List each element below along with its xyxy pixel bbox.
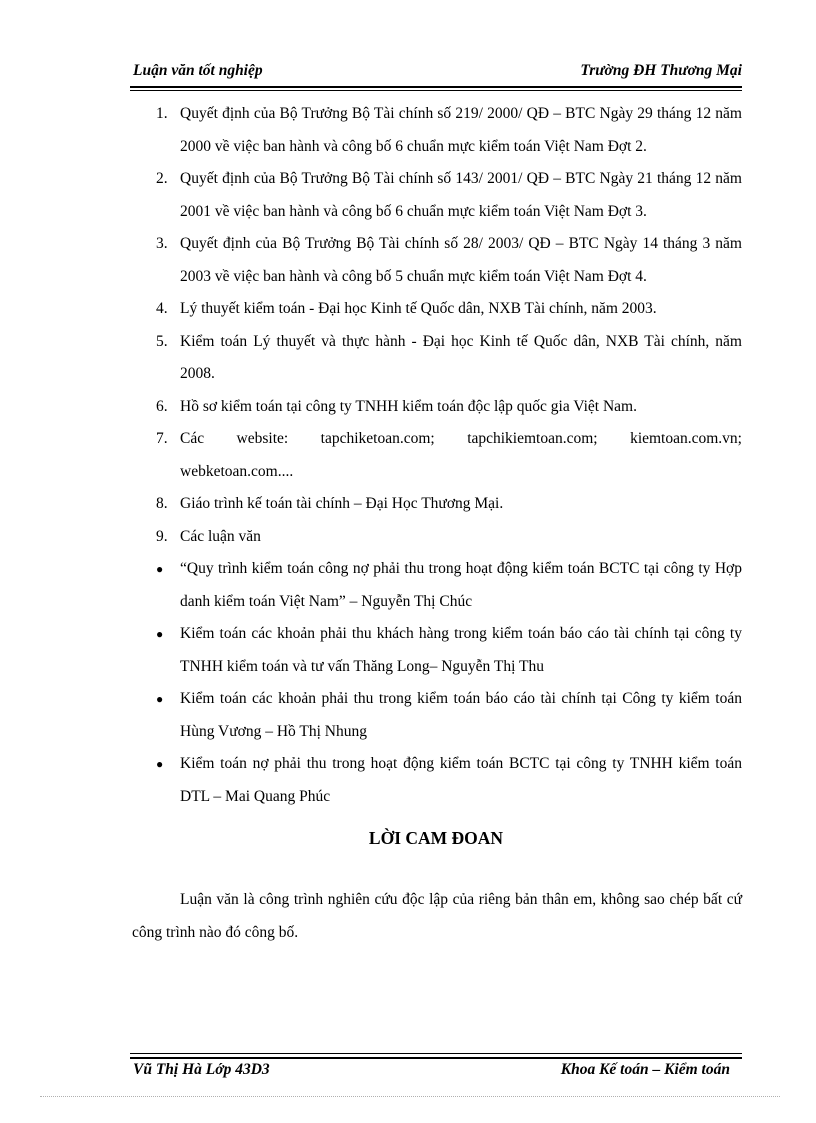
thesis-item: [130, 553, 742, 618]
reference-text: Quyết định của Bộ Trưởng Bộ Tài chính số 28/ 2003/ QĐ – BTC Ngày 14 tháng 3 năm 2003 về việc ban hành và công bố 5 chuẩn mực kiểm toán Việt Nam Đợt 4.: [180, 235, 742, 285]
reference-text: Giáo trình kế toán tài chính – Đại Học Thương Mại.: [180, 495, 504, 512]
thesis-text: Kiểm toán các khoản phải thu trong kiểm toán báo cáo tài chính tại Công ty kiểm toán Hùng Vương – Hồ Thị Nhung: [180, 690, 742, 740]
declaration-paragraph: Luận văn là công trình nghiên cứu độc lập của riêng bản thân em, không sao chép bất cứ công trình nào đó công bố.: [132, 891, 742, 941]
page-content: [130, 98, 742, 949]
reference-item: [130, 488, 742, 521]
reference-item: [130, 521, 742, 554]
reference-item: [130, 163, 742, 228]
reference-text: Các website: tapchiketoan.com; tapchikiemtoan.com; kiemtoan.com.vn; webketoan.com....: [180, 430, 742, 480]
header-left-text: Luận văn tốt nghiệp: [133, 62, 263, 79]
footer-rule: [130, 1057, 742, 1059]
reference-text: Lý thuyết kiểm toán - Đại học Kinh tế Quốc dân, NXB Tài chính, năm 2003.: [180, 300, 657, 317]
reference-number: 7.: [156, 430, 168, 447]
thesis-item: [130, 683, 742, 748]
reference-text: Hồ sơ kiểm toán tại công ty TNHH kiểm toán độc lập quốc gia Việt Nam.: [180, 397, 637, 415]
footer-left-text: Vũ Thị Hà Lớp 43D3: [133, 1061, 270, 1078]
thesis-text: “Quy trình kiểm toán công nợ phải thu trong hoạt động kiểm toán BCTC tại công ty Hợp danh kiểm toán Việt Nam” – Nguyễn Thị Chúc: [180, 560, 742, 610]
reference-number: 3.: [156, 235, 168, 252]
thesis-item: [130, 748, 742, 813]
reference-number: 2.: [156, 170, 168, 187]
thesis-text: Kiểm toán các khoản phải thu khách hàng trong kiểm toán báo cáo tài chính tại công ty TNHH kiểm toán và tư vấn Thăng Long– Nguyễn Thị Thu: [180, 625, 742, 675]
bullet-icon: ●: [156, 627, 164, 641]
reference-number: 4.: [156, 300, 168, 317]
thesis-text: Kiểm toán nợ phải thu trong hoạt động kiểm toán BCTC tại công ty TNHH kiểm toán DTL – Mai Quang Phúc: [180, 755, 742, 805]
reference-list: [130, 98, 742, 553]
reference-item: [130, 98, 742, 163]
reference-text: Kiểm toán Lý thuyết và thực hành - Đại học Kinh tế Quốc dân, NXB Tài chính, năm 2008.: [180, 332, 742, 382]
page-edge-dots: [40, 1096, 780, 1097]
footer-right-text: Khoa Kế toán – Kiểm toán: [560, 1061, 730, 1078]
reference-text: Quyết định của Bộ Trưởng Bộ Tài chính số 143/ 2001/ QĐ – BTC Ngày 21 tháng 12 năm 2001 về việc ban hành và công bố 6 chuẩn mực kiểm toán Việt Nam Đợt 3.: [180, 170, 742, 220]
header-rule-thin: [130, 90, 742, 91]
bullet-icon: ●: [156, 692, 164, 706]
reference-number: 8.: [156, 495, 168, 512]
reference-item: [130, 326, 742, 391]
thesis-list: [130, 553, 742, 813]
thesis-item: [130, 618, 742, 683]
page-footer: [130, 1061, 742, 1083]
bullet-icon: ●: [156, 757, 164, 771]
footer-rule-thin: [130, 1053, 742, 1054]
header-rule: [130, 86, 742, 88]
reference-text: Các luận văn: [180, 527, 261, 545]
reference-number: 1.: [156, 105, 168, 122]
reference-item: [130, 391, 742, 424]
section-title: LỜI CAM ĐOAN: [368, 828, 504, 848]
reference-item: [130, 423, 742, 488]
page-header: [130, 62, 742, 84]
reference-number: 5.: [156, 332, 168, 350]
reference-number: 6.: [156, 397, 168, 415]
reference-item: [130, 293, 742, 326]
bullet-icon: ●: [156, 562, 164, 576]
header-right-text: Trường ĐH Thương Mại: [580, 62, 742, 79]
reference-text: Quyết định của Bộ Trưởng Bộ Tài chính số 219/ 2000/ QĐ – BTC Ngày 29 tháng 12 năm 2000 về việc ban hành và công bố 6 chuẩn mực kiểm toán Việt Nam Đợt 2.: [180, 105, 742, 155]
reference-number: 9.: [156, 527, 168, 545]
reference-item: [130, 228, 742, 293]
